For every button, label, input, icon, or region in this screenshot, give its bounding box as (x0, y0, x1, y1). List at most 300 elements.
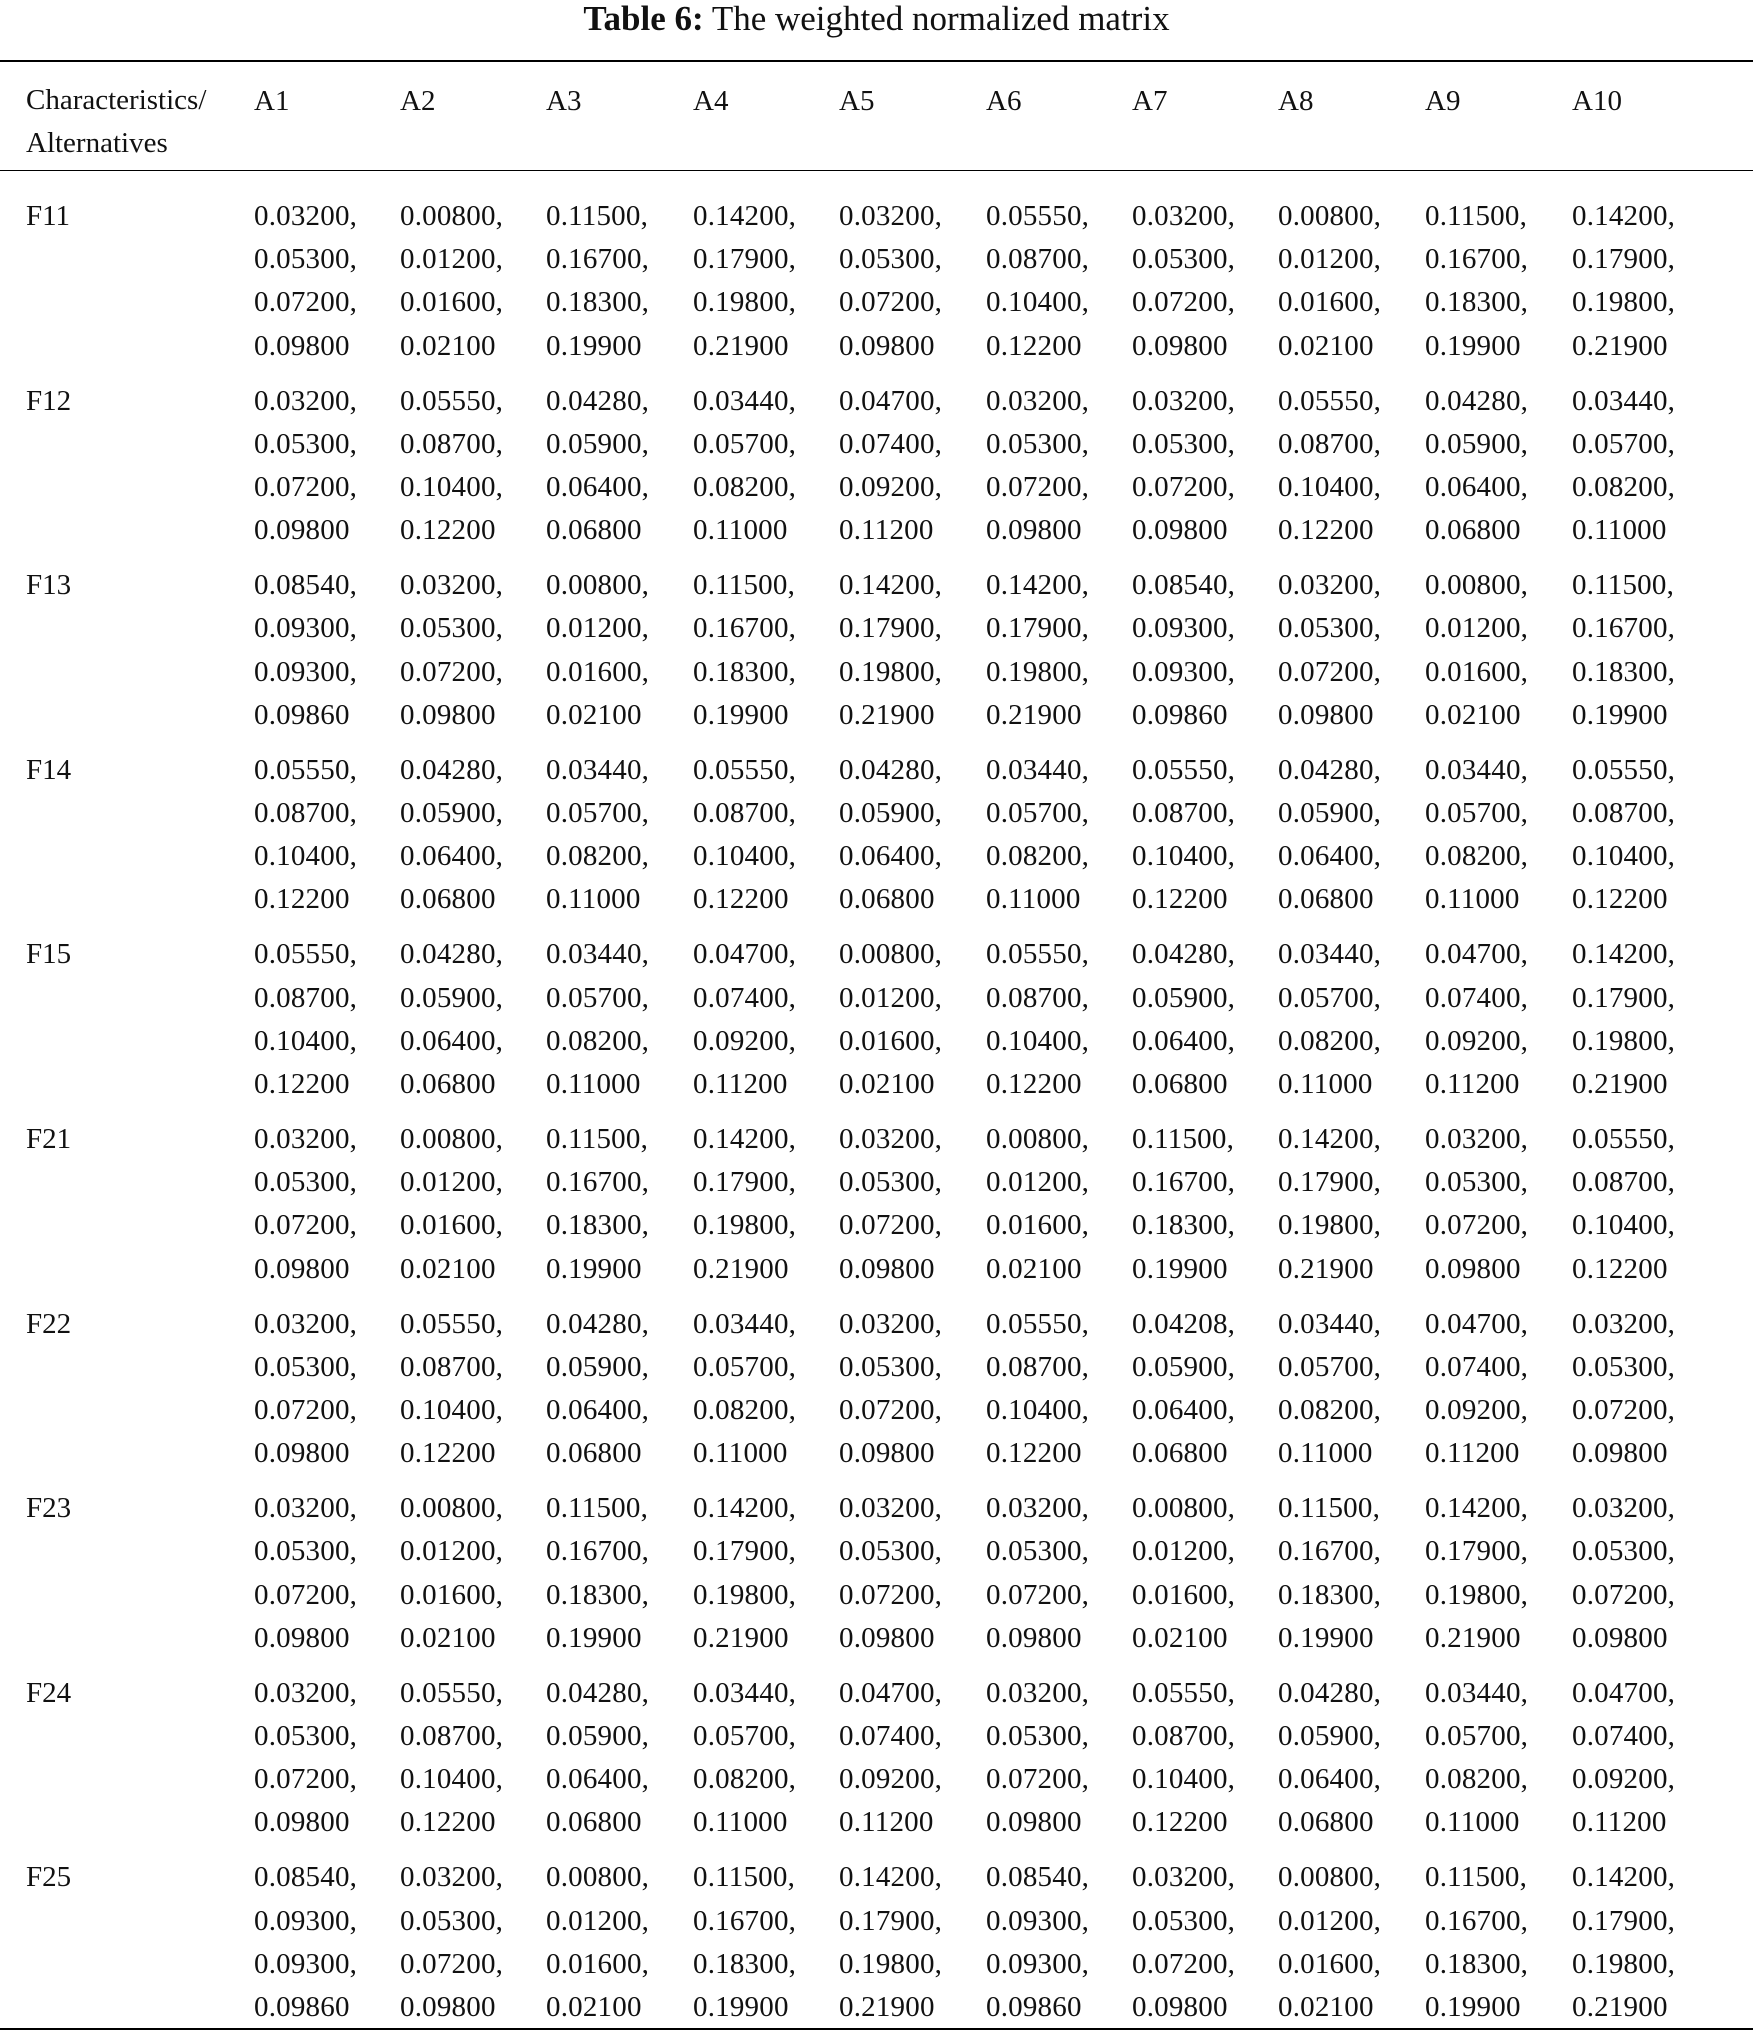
cell-value: 0.05300, (1132, 243, 1236, 276)
cell-value: 0.09200, (1425, 1024, 1529, 1057)
cell-value: 0.05550, (254, 753, 358, 786)
cell-value: 0.17900, (1572, 1904, 1676, 1937)
table-row (0, 355, 1753, 547)
table-cell (693, 1487, 796, 1660)
cell-value: 0.02100 (839, 1068, 935, 1100)
cell-value: 0.19900 (693, 1991, 789, 2023)
cell-value: 0.17900, (986, 612, 1090, 645)
cell-value: 0.14200, (839, 569, 943, 602)
cell-value: 0.16700, (693, 1904, 797, 1937)
cell-value: 0.03440, (693, 1676, 797, 1709)
table-cell (1572, 749, 1675, 922)
cell-value: 0.05550, (986, 938, 1090, 971)
cell-value: 0.12200 (400, 1806, 496, 1839)
cell-value: 0.05700, (986, 797, 1090, 829)
table-cell (1278, 195, 1381, 368)
cell-value: 0.05700, (693, 427, 797, 460)
cell-value: 0.06800 (1278, 1806, 1374, 1839)
cell-value: 0.05300, (1572, 1350, 1676, 1383)
cell-value: 0.14200, (839, 1861, 943, 1894)
table-cell (400, 1303, 503, 1476)
cell-value: 0.03200, (1132, 200, 1236, 232)
table-cell (546, 195, 649, 368)
cell-value: 0.19900 (1425, 1991, 1521, 2023)
cell-value: 0.04280, (400, 938, 504, 971)
table-cell (1425, 1487, 1528, 1660)
table-cell (400, 1487, 503, 1660)
cell-value: 0.19800, (839, 1947, 943, 1980)
cell-value: 0.03440, (693, 1307, 797, 1340)
table-cell (1132, 380, 1235, 553)
cell-value: 0.09800 (1132, 329, 1228, 362)
cell-value: 0.07200, (254, 1209, 358, 1242)
cell-value: 0.05300, (986, 1535, 1090, 1568)
cell-value: 0.10400, (1132, 1763, 1236, 1796)
cell-value: 0.05900, (1278, 797, 1382, 829)
cell-value: 0.09860 (254, 1991, 350, 2023)
table-cell (839, 1303, 942, 1476)
cell-value: 0.10400, (986, 1024, 1090, 1057)
cell-value: 0.07200, (1278, 655, 1382, 688)
cell-value: 0.09200, (1572, 1763, 1676, 1796)
cell-value: 0.09200, (1425, 1394, 1529, 1426)
cell-value: 0.08700, (1572, 1166, 1676, 1199)
cell-value: 0.08700, (1572, 797, 1676, 829)
cell-value: 0.10400, (986, 1394, 1090, 1426)
cell-value: 0.03200, (839, 1492, 943, 1525)
cell-value: 0.03200, (839, 1123, 943, 1155)
cell-value: 0.03200, (839, 1307, 943, 1340)
cell-value: 0.19800, (1425, 1578, 1529, 1611)
table-cell (1132, 933, 1235, 1106)
table-cell (1425, 1672, 1528, 1845)
cell-value: 0.00800, (546, 1861, 650, 1894)
cell-value: 0.04280, (400, 753, 504, 786)
table-cell (1572, 380, 1675, 553)
cell-value: 0.05900, (1132, 981, 1236, 1014)
cell-value: 0.04700, (1425, 938, 1529, 971)
cell-value: 0.11000 (1572, 514, 1667, 547)
cell-value: 0.03440, (546, 753, 650, 786)
cell-value: 0.09800 (1572, 1437, 1668, 1470)
cell-value: 0.08540, (254, 569, 358, 602)
cell-value: 0.03200, (986, 1492, 1090, 1525)
cell-value: 0.04280, (546, 1676, 650, 1709)
cell-value: 0.07200, (839, 286, 943, 319)
cell-value: 0.00800, (400, 1492, 504, 1525)
cell-value: 0.18300, (693, 1947, 797, 1980)
column-header-a7: A7 (1132, 85, 1168, 117)
cell-value: 0.09300, (254, 1947, 358, 1980)
cell-value: 0.03440, (693, 384, 797, 417)
cell-value: 0.07200, (986, 1763, 1090, 1796)
cell-value: 0.01200, (839, 981, 943, 1014)
cell-value: 0.03200, (1572, 1492, 1676, 1525)
cell-value: 0.01600, (546, 655, 650, 688)
table-cell (400, 749, 503, 922)
cell-value: 0.16700, (1425, 243, 1529, 276)
table-row (0, 1093, 1753, 1285)
cell-value: 0.03200, (254, 1307, 358, 1340)
cell-value: 0.17900, (1572, 243, 1676, 276)
cell-value: 0.08700, (986, 243, 1090, 276)
cell-value: 0.00800, (1425, 569, 1529, 602)
cell-value: 0.08200, (1572, 471, 1676, 503)
table-cell (1425, 1118, 1528, 1291)
cell-value: 0.12200 (1278, 514, 1374, 547)
table-cell (1572, 1487, 1675, 1660)
cell-value: 0.05700, (546, 797, 650, 829)
cell-value: 0.02100 (1132, 1621, 1228, 1654)
table-cell (839, 1856, 942, 2029)
cell-value: 0.03440, (546, 938, 650, 971)
table-cell (1278, 933, 1381, 1106)
cell-value: 0.11500, (1425, 1861, 1528, 1894)
cell-value: 0.07200, (986, 1578, 1090, 1611)
cell-value: 0.01200, (1278, 243, 1382, 276)
cell-value: 0.05300, (986, 427, 1090, 460)
cell-value: 0.07200, (1425, 1209, 1529, 1242)
table-cell (693, 564, 796, 737)
cell-value: 0.19800, (1572, 286, 1676, 319)
cell-value: 0.10400, (400, 471, 504, 503)
cell-value: 0.03200, (254, 200, 358, 232)
cell-value: 0.01600, (839, 1024, 943, 1057)
cell-value: 0.04700, (693, 938, 797, 971)
cell-value: 0.01600, (1132, 1578, 1236, 1611)
cell-value: 0.11500, (693, 569, 796, 602)
cell-value: 0.05550, (986, 200, 1090, 232)
cell-value: 0.01200, (400, 1535, 504, 1568)
cell-value: 0.14200, (986, 569, 1090, 602)
cell-value: 0.09200, (839, 1763, 943, 1796)
cell-value: 0.09200, (839, 471, 943, 503)
cell-value: 0.05700, (1278, 981, 1382, 1014)
cell-value: 0.17900, (839, 1904, 943, 1937)
table-cell (839, 380, 942, 553)
cell-value: 0.11000 (1425, 1806, 1520, 1839)
table-cell (839, 195, 942, 368)
table-cell (986, 1672, 1089, 1845)
cell-value: 0.14200, (1572, 938, 1676, 971)
cell-value: 0.17900, (1425, 1535, 1529, 1568)
cell-value: 0.05900, (1132, 1350, 1236, 1383)
cell-value: 0.08700, (254, 797, 358, 829)
cell-value: 0.16700, (1572, 612, 1676, 645)
cell-value: 0.17900, (693, 1166, 797, 1199)
cell-value: 0.09800 (254, 1806, 350, 1839)
cell-value: 0.11200 (693, 1068, 788, 1100)
cell-value: 0.08200, (1425, 1763, 1529, 1796)
cell-value: 0.03440, (986, 753, 1090, 786)
cell-value: 0.07200, (1132, 1947, 1236, 1980)
table-cell (986, 1856, 1089, 2029)
cell-value: 0.05300, (400, 1904, 504, 1937)
cell-value: 0.08540, (254, 1861, 358, 1894)
cell-value: 0.03440, (1425, 1676, 1529, 1709)
cell-value: 0.00800, (1132, 1492, 1236, 1525)
cell-value: 0.08200, (1278, 1024, 1382, 1057)
table-cell (1572, 1118, 1675, 1291)
column-header-a5: A5 (839, 85, 875, 117)
cell-value: 0.05700, (693, 1720, 797, 1752)
cell-value: 0.14200, (1572, 200, 1676, 232)
table-cell (693, 1856, 796, 2029)
table-cell (400, 564, 503, 737)
table-cell (1132, 1303, 1235, 1476)
cell-value: 0.11500, (1132, 1123, 1235, 1155)
cell-value: 0.10400, (1132, 840, 1236, 873)
table-cell (1278, 1118, 1381, 1291)
cell-value: 0.04280, (546, 1307, 650, 1340)
row-label: F15 (26, 938, 72, 971)
cell-value: 0.08700, (1278, 427, 1382, 460)
table-cell (986, 1487, 1089, 1660)
cell-value: 0.05300, (254, 1720, 358, 1752)
cell-value: 0.14200, (1572, 1861, 1676, 1894)
cell-value: 0.16700, (1425, 1904, 1529, 1937)
table-cell (1132, 1672, 1235, 1845)
cell-value: 0.05550, (254, 938, 358, 971)
cell-value: 0.07400, (839, 1720, 943, 1752)
table-cell (546, 1856, 649, 2029)
cell-value: 0.12200 (1132, 1806, 1228, 1839)
table-cell (254, 1487, 357, 1660)
cell-value: 0.12200 (400, 514, 496, 547)
cell-value: 0.02100 (400, 1252, 496, 1285)
cell-value: 0.05300, (986, 1720, 1090, 1752)
cell-value: 0.06400, (1132, 1024, 1236, 1057)
cell-value: 0.19900 (1132, 1252, 1228, 1285)
table-cell (839, 1672, 942, 1845)
cell-value: 0.03200, (1425, 1123, 1529, 1155)
table-cell (1132, 564, 1235, 737)
cell-value: 0.14200, (693, 1123, 797, 1155)
cell-value: 0.04280, (1425, 384, 1529, 417)
table-caption (0, 0, 1753, 38)
cell-value: 0.08200, (1278, 1394, 1382, 1426)
table-header (0, 61, 1753, 170)
cell-value: 0.06800 (1132, 1068, 1228, 1100)
cell-value: 0.08700, (986, 1350, 1090, 1383)
cell-value: 0.05300, (1278, 612, 1382, 645)
table-cell (693, 1672, 796, 1845)
cell-value: 0.11500, (546, 1123, 649, 1155)
cell-value: 0.05300, (254, 427, 358, 460)
cell-value: 0.05300, (400, 612, 504, 645)
table-cell (986, 933, 1089, 1106)
cell-value: 0.21900 (839, 1991, 935, 2023)
cell-value: 0.08700, (400, 1350, 504, 1383)
cell-value: 0.04700, (839, 1676, 943, 1709)
cell-value: 0.07200, (839, 1209, 943, 1242)
table-cell (1278, 564, 1381, 737)
cell-value: 0.07400, (839, 427, 943, 460)
cell-value: 0.06800 (400, 1068, 496, 1100)
table-cell (1132, 749, 1235, 922)
table-row (0, 539, 1753, 731)
table-cell (400, 1856, 503, 2029)
cell-value: 0.09800 (254, 329, 350, 362)
cell-value: 0.08200, (693, 1394, 797, 1426)
cell-value: 0.06400, (400, 1024, 504, 1057)
cell-value: 0.01200, (400, 1166, 504, 1199)
cell-value: 0.06400, (1132, 1394, 1236, 1426)
cell-value: 0.05900, (546, 427, 650, 460)
cell-value: 0.08200, (546, 840, 650, 873)
cell-value: 0.06400, (1278, 1763, 1382, 1796)
cell-value: 0.02100 (546, 1991, 642, 2023)
corner-header-line-2: Alternatives (26, 127, 168, 159)
cell-value: 0.07200, (400, 1947, 504, 1980)
cell-value: 0.09800 (839, 1252, 935, 1285)
cell-value: 0.17900, (839, 612, 943, 645)
cell-value: 0.21900 (693, 329, 789, 362)
cell-value: 0.19800, (839, 655, 943, 688)
cell-value: 0.00800, (400, 200, 504, 232)
table-cell (254, 380, 357, 553)
cell-value: 0.04280, (1132, 938, 1236, 971)
cell-value: 0.06800 (546, 1806, 642, 1839)
cell-value: 0.07400, (1425, 1350, 1529, 1383)
table-caption-title: The weighted normalized matrix (711, 0, 1170, 38)
cell-value: 0.06800 (839, 883, 935, 916)
cell-value: 0.12200 (254, 883, 350, 916)
table-cell (839, 749, 942, 922)
cell-value: 0.10400, (254, 1024, 358, 1057)
cell-value: 0.14200, (693, 200, 797, 232)
cell-value: 0.17900, (1572, 981, 1676, 1014)
cell-value: 0.05550, (1132, 1676, 1236, 1709)
table-cell (1278, 1487, 1381, 1660)
cell-value: 0.08700, (400, 427, 504, 460)
cell-value: 0.11000 (693, 514, 788, 547)
cell-value: 0.01600, (546, 1947, 650, 1980)
cell-value: 0.07200, (400, 655, 504, 688)
cell-value: 0.04700, (1425, 1307, 1529, 1340)
cell-value: 0.12200 (254, 1068, 350, 1100)
cell-value: 0.05550, (1572, 1123, 1676, 1155)
table-cell (1425, 195, 1528, 368)
cell-value: 0.07200, (254, 1763, 358, 1796)
cell-value: 0.05300, (1132, 1904, 1236, 1937)
cell-value: 0.05550, (1278, 384, 1382, 417)
table-cell (1572, 1672, 1675, 1845)
cell-value: 0.18300, (546, 286, 650, 319)
cell-value: 0.09800 (1132, 1991, 1228, 2023)
table-cell (254, 1118, 357, 1291)
column-header-a9: A9 (1425, 85, 1461, 117)
cell-value: 0.11000 (546, 883, 641, 916)
cell-value: 0.09800 (254, 1621, 350, 1654)
cell-value: 0.05550, (400, 1676, 504, 1709)
table-cell (1572, 195, 1675, 368)
cell-value: 0.03200, (400, 569, 504, 602)
cell-value: 0.16700, (546, 1535, 650, 1568)
cell-value: 0.09800 (1425, 1252, 1521, 1285)
table-cell (400, 195, 503, 368)
cell-value: 0.05300, (839, 1350, 943, 1383)
cell-value: 0.02100 (986, 1252, 1082, 1285)
table-row (0, 724, 1753, 916)
cell-value: 0.11500, (1425, 200, 1528, 232)
cell-value: 0.07400, (1572, 1720, 1676, 1752)
cell-value: 0.08200, (1425, 840, 1529, 873)
table-cell (254, 1303, 357, 1476)
cell-value: 0.07200, (839, 1394, 943, 1426)
cell-value: 0.09800 (254, 514, 350, 547)
cell-value: 0.08700, (986, 981, 1090, 1014)
cell-value: 0.03440, (1278, 1307, 1382, 1340)
cell-value: 0.10400, (1278, 471, 1382, 503)
cell-value: 0.16700, (546, 1166, 650, 1199)
cell-value: 0.05550, (400, 384, 504, 417)
column-header-a10: A10 (1572, 85, 1622, 117)
cell-value: 0.05550, (986, 1307, 1090, 1340)
cell-value: 0.12200 (986, 1068, 1082, 1100)
cell-value: 0.09200, (693, 1024, 797, 1057)
row-label: F23 (26, 1492, 72, 1525)
cell-value: 0.09800 (1572, 1621, 1668, 1654)
table-cell (839, 933, 942, 1106)
cell-value: 0.04280, (546, 384, 650, 417)
table-row (0, 1831, 1753, 2023)
table-cell (1425, 933, 1528, 1106)
cell-value: 0.05900, (1425, 427, 1529, 460)
cell-value: 0.03200, (400, 1861, 504, 1894)
cell-value: 0.03440, (1425, 753, 1529, 786)
cell-value: 0.06800 (546, 514, 642, 547)
cell-value: 0.05900, (400, 981, 504, 1014)
cell-value: 0.21900 (839, 698, 935, 731)
cell-value: 0.14200, (693, 1492, 797, 1525)
cell-value: 0.10400, (254, 840, 358, 873)
table-cell (546, 749, 649, 922)
table-cell (546, 1303, 649, 1476)
cell-value: 0.09800 (986, 1806, 1082, 1839)
table-cell (693, 1303, 796, 1476)
cell-value: 0.19900 (546, 1621, 642, 1654)
table-cell (400, 933, 503, 1106)
cell-value: 0.00800, (400, 1123, 504, 1155)
cell-value: 0.00800, (1278, 200, 1382, 232)
cell-value: 0.19800, (1572, 1024, 1676, 1057)
table-cell (986, 195, 1089, 368)
cell-value: 0.10400, (986, 286, 1090, 319)
cell-value: 0.08700, (400, 1720, 504, 1752)
cell-value: 0.06400, (400, 840, 504, 873)
cell-value: 0.11000 (1278, 1437, 1373, 1470)
cell-value: 0.05300, (839, 1166, 943, 1199)
cell-value: 0.05300, (839, 1535, 943, 1568)
cell-value: 0.18300, (1278, 1578, 1382, 1611)
cell-value: 0.01200, (400, 243, 504, 276)
cell-value: 0.00800, (986, 1123, 1090, 1155)
cell-value: 0.05700, (1425, 797, 1529, 829)
table-cell (986, 380, 1089, 553)
cell-value: 0.19900 (1278, 1621, 1374, 1654)
cell-value: 0.01200, (546, 1904, 650, 1937)
cell-value: 0.19800, (1572, 1947, 1676, 1980)
table-cell (693, 195, 796, 368)
cell-value: 0.03440, (1572, 384, 1676, 417)
cell-value: 0.21900 (1572, 329, 1668, 362)
cell-value: 0.07200, (254, 1578, 358, 1611)
cell-value: 0.12200 (1572, 1252, 1668, 1285)
cell-value: 0.04208, (1132, 1307, 1236, 1340)
table-cell (1425, 380, 1528, 553)
cell-value: 0.04700, (1572, 1676, 1676, 1709)
